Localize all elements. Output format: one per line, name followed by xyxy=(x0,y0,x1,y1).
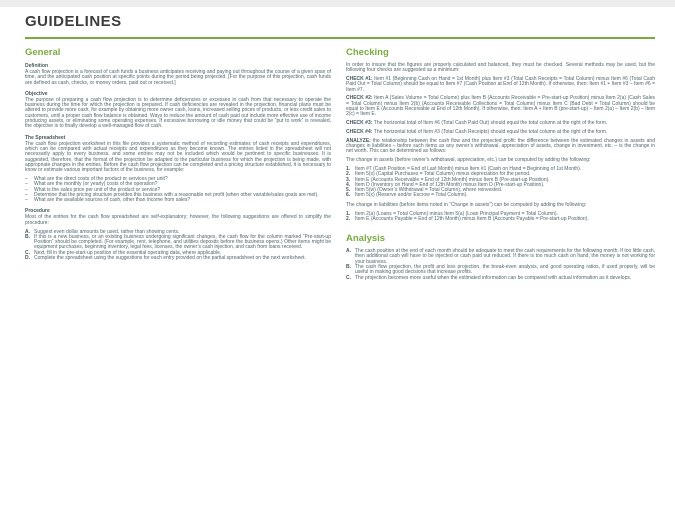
list-item-text: Item E (Accounts Payable = End of 12th Month) minus Item B (Accounts Payable = Pre-start-up Position). xyxy=(355,215,589,222)
list-marker: A. xyxy=(346,248,351,255)
list-marker: A. xyxy=(25,228,30,235)
list-marker: – xyxy=(25,197,28,204)
list-item-text: Item #7 (Cash Position = End of Last Month) minus Item #1 (Cash on Hand = Beginning of 1st Month). xyxy=(355,165,582,172)
list-item xyxy=(346,217,655,222)
page-top-strip xyxy=(0,0,675,7)
list-marker: 3. xyxy=(346,176,351,183)
bulleted-list xyxy=(25,177,331,203)
page-title: GUIDELINES xyxy=(25,13,122,30)
paragraph: Most of the entries for the cash flow spreadsheet are self-explanatory; however, the following suggestions are offered to simplify the procedure: xyxy=(25,214,331,226)
paragraph: The change in assets (before owner’s withdrawal, appreciation, etc.) can be computed by adding the following: xyxy=(346,157,591,164)
list-item-text: Complete the spreadsheet using the suggestions for each entry provided on the partial spreadsheet on the next worksheet. xyxy=(34,255,306,262)
paragraph: The change in liabilities (before items noted in “Change in assets”) can be computed by adding the following: xyxy=(346,201,587,208)
list-marker: 2. xyxy=(346,215,351,222)
subheading: Objective xyxy=(25,90,48,97)
section-heading: Analysis xyxy=(346,233,386,245)
list-item-text: Item E (Accounts Receivable = End of 12th Month) minus Item B (Pre-start-up Position). xyxy=(355,176,550,183)
paragraph-label: CHECK #2: xyxy=(346,95,375,102)
list-marker: 5. xyxy=(346,187,351,194)
list-marker: – xyxy=(25,191,28,198)
list-item-text: Determine that the pricing structure provides this business with a reasonable net profit (when other variable/sales goals are met). xyxy=(34,191,319,198)
list-marker: C. xyxy=(346,274,351,281)
list-item-text: If this is a new business, or an existing business undergoing significant changes, the cash flow for the column marked “Pre-start-up Position” should be completed. (For example, rent, telephone, and utilities deposits before the business opens.) Other items might be equipment purchases, beginning inventory, legal fees, licenses, the owner’s cash injection, and cash from loans received. xyxy=(34,233,331,251)
list-marker: 1. xyxy=(346,165,351,172)
lettered-list xyxy=(25,230,331,262)
paragraph: The purpose of preparing a cash flow projection is to determine deficiencies or excesses in cash from that necessary to operate the business during the time for which the projection is prepared. If cash deficiencies are revealed in the projection, financial plans must be altered to provide more cash, for example by obtaining more owner cash, loans, increased selling prices of products, or less credit sales to customers, until a proper cash flow balance is obtained. Ways to reduce the amount of cash paid out include more effective use of income producing assets, or eliminating some operating expenses. If excessive borrowing or idle money that could be “put to work” is revealed, the objective is to finally develop a well-managed flow of cash. xyxy=(25,96,331,130)
list-item-text: Item 5(s) (Capital Purchases = Total Column) minus depreciation for the period. xyxy=(355,171,531,178)
list-item-text: What are the monthly (or yearly) costs of the operation? xyxy=(34,181,158,188)
list-marker: 6. xyxy=(346,192,351,199)
list-item-text: The cash position at the end of each month should be adequate to meet the cash requirements for the following month. If too little cash, then additional cash will have to be injected or cash paid out reduced. If there is too much cash on hand, the money is not working for your business. xyxy=(355,248,655,265)
list-item xyxy=(25,256,331,261)
list-item xyxy=(346,276,655,281)
list-marker: C. xyxy=(25,249,30,256)
list-item xyxy=(346,193,655,198)
labeled-paragraph: CHECK #4: The horizontal total of Item #3 (Total Cash Receipts) should equal the total column at the right of the form. xyxy=(346,128,608,135)
list-item-text: What are the available sources of cash, other than income from sales? xyxy=(34,197,191,204)
list-marker: 4. xyxy=(346,181,351,188)
list-item-text: Item 2(a) (Loans = Total Column) minus Item 5(a) (Loan Principal Payment = Total Column). xyxy=(355,210,558,217)
paragraph: The cash flow projection worksheet in this file provides a systematic method of recording estimates of cash receipts and expenditures, which can be compared with actual receipts and expenditures as they become known. The entries listed in the spreadsheet will not necessarily apply to every business, and some entries may not be included which would be pertinent to specific businesses. It is suggested, therefore, that the format of the projection be adapted to the particular business for which the projection is being made, with appropriate changes in the entries. Before the cash flow projection can be completed and a pricing structure established, it is necessary to know or estimate various important factors of the business, for example: xyxy=(25,140,331,174)
lettered-list xyxy=(346,249,655,281)
list-item xyxy=(25,235,331,251)
list-item xyxy=(25,198,331,203)
list-item-text: Suggest even dollar amounts be used, rather than showing cents. xyxy=(34,228,180,235)
paragraph-label: CHECK #1: xyxy=(346,76,375,83)
list-item-text: Item 5(x) (Reserve and/or Escrow = Total Column). xyxy=(355,192,468,199)
numbered-list xyxy=(346,212,655,223)
numbered-list xyxy=(346,167,655,199)
list-marker: 1. xyxy=(346,210,351,217)
labeled-paragraph: ANALYZE: the relationship between the cash flow and the projected profit: the difference between the estimated changes in assets and changes in liabilities – before such items as any owner’s withdrawal, appreciation of assets, change in investment, etc. – is the change in net worth. This can be determined as follows: xyxy=(346,137,655,155)
list-marker: – xyxy=(25,181,28,188)
right-column xyxy=(346,44,655,285)
list-marker: D. xyxy=(25,255,30,262)
paragraph: In order to insure that the figures are properly calculated and balanced, they must be checked. Several methods may be used, but the following four checks are suggested as a minimum: xyxy=(346,62,655,74)
labeled-paragraph: CHECK #1: Item #1 (Beginning Cash on Hand = 1st Month) plus Item #3 (Total Cash Receipts = Total Column) minus Item #6 (Total Cash Paid Out = Total Column) should be equal to Item #7 (Cash Position at End of 12th Month). If otherwise, then: Item #1 + Item #3 – Item #6 = Item #7. xyxy=(346,76,655,93)
list-marker: 2. xyxy=(346,171,351,178)
list-item-text: Item D (Inventory on Hand = End of 12th Month) minus Item D (Pre-start-up Position). xyxy=(355,181,545,188)
list-item-text: The projection becomes more useful when the estimated information can be compared with actual information as it develops. xyxy=(355,274,632,281)
section-heading: Checking xyxy=(346,47,389,58)
labeled-paragraph: CHECK #3: The horizontal total of Item #6 (Total Cash Paid Out) should equal the total column at the right of the form. xyxy=(346,120,608,127)
labeled-paragraph: CHECK #2: Item A (Sales Volume = Total Column) plus Item B (Accounts Receivable = Pre-start-up Position) minus Item 2(a) (Cash Sales = Total Column) minus Item 2(b) (Accounts Receivable Collections = Total Column) minus Item C (Bad Debt = Total Column) should be equal to Item E (Accounts Receivable at End of 12th Month). If otherwise, then: Item A + Item B (pre-start-up) – Item 2(a) – Item 2(b) – Item 2(c) = Item E. xyxy=(346,95,655,118)
subheading: The Spreadsheet xyxy=(25,134,66,141)
list-item-text: What are the direct costs of the product or services per unit? xyxy=(34,175,168,182)
list-marker: B. xyxy=(346,264,351,271)
section-heading: General xyxy=(25,47,61,58)
subheading: Procedure xyxy=(25,208,50,215)
list-item-text: The cash flow projection, the profit and loss projection, the break-even analysis, and good operating ratios, if used properly, will be useful in making good decisions that increase profits. xyxy=(355,264,655,276)
list-item xyxy=(346,249,655,265)
subheading: Definition xyxy=(25,63,49,69)
list-marker: – xyxy=(25,175,28,182)
paragraph: A cash flow projection is a forecast of cash funds a business anticipates receiving and paying out throughout the course of a given span of time, and the anticipated cash position at specific points during the period being projected. [For the purpose of this projection, cash funds are defined as cash, checks, or money orders, paid out or received.] xyxy=(25,69,331,86)
list-item-text: Next, fill in the pre-start-up position of the essential operating data, where applicable. xyxy=(34,249,222,256)
paragraph-label: CHECK #4: xyxy=(346,128,374,135)
paragraph-label: CHECK #3: xyxy=(346,120,374,127)
paragraph-label: ANALYZE: xyxy=(346,137,373,144)
list-item-text: Item 5(w) (Owner’s Withdrawal = Total Column), where reinvested. xyxy=(355,187,503,194)
left-column xyxy=(25,44,331,265)
list-marker: B. xyxy=(25,233,30,240)
title-rule xyxy=(25,37,655,39)
list-item-text: What is the sales price per unit of the product or service? xyxy=(34,186,161,193)
list-marker: – xyxy=(25,186,28,193)
